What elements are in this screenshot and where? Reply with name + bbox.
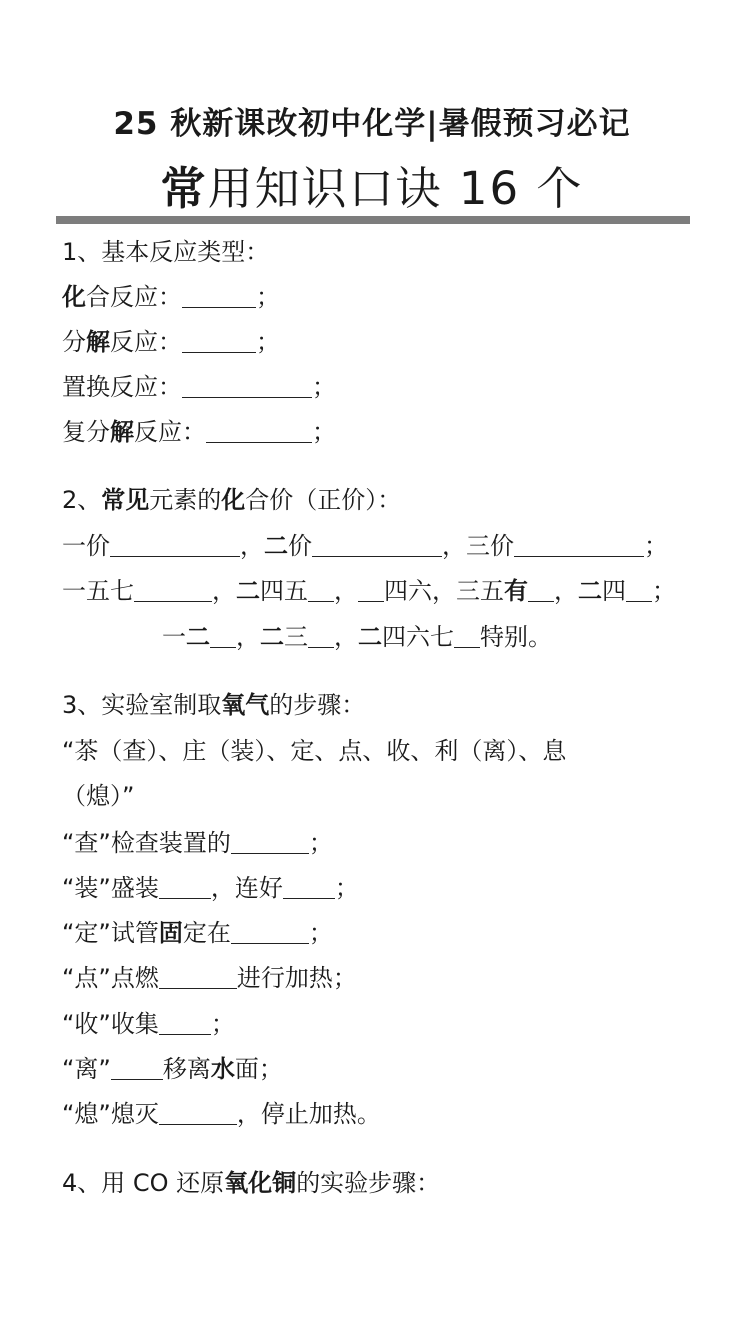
fill-blank [206, 420, 312, 443]
fill-blank [231, 921, 309, 944]
s2-line-3: 一二 ，二三 ，二四六七 特别。 [162, 623, 552, 651]
fill-blank [110, 534, 240, 557]
header-divider [56, 216, 690, 224]
fill-blank [358, 579, 384, 602]
fill-blank [159, 1012, 211, 1035]
s3-mnemonic-line-1: “茶（查）、庄（装）、定、点、收、利（离）、息 [62, 737, 567, 765]
fill-blank [231, 831, 309, 854]
fill-blank [159, 1102, 237, 1125]
fill-blank [210, 625, 236, 648]
section-4-heading: 4、用 CO 还原氧化铜的实验步骤： [62, 1169, 441, 1197]
section-3-heading: 3、实验室制取氧气的步骤： [62, 691, 366, 719]
fill-blank [182, 330, 256, 353]
title-line-1: 25 秋新课改初中化学|暑假预习必记 [113, 106, 631, 142]
fill-blank [514, 534, 644, 557]
title-line-2: 常用知识口诀 16 个 [160, 162, 584, 215]
s3-mnemonic-line-2: （熄）” [62, 782, 135, 810]
s1-line-4: 复分解反应： ； [62, 418, 336, 446]
fill-blank [159, 876, 211, 899]
fill-blank [308, 625, 334, 648]
section-2-heading: 2、常见元素的化合价（正价）： [62, 486, 402, 514]
s3-step-fix: “定”试管固定在 ； [62, 919, 333, 947]
fill-blank [308, 579, 334, 602]
s3-step-ignite: “点”点燃 进行加热； [62, 964, 357, 992]
fill-blank [182, 285, 256, 308]
fill-blank [454, 625, 480, 648]
s2-line-1: 一价 ，二价 ，三价 ； [62, 532, 668, 560]
s1-line-1: 化合反应： ； [62, 283, 280, 311]
s3-step-remove: “离” 移离水面； [62, 1055, 283, 1083]
section-1-heading: 1、基本反应类型： [62, 238, 270, 266]
s3-step-load: “装”盛装 ，连好 ； [62, 874, 359, 902]
fill-blank [626, 579, 652, 602]
fill-blank [182, 375, 312, 398]
s2-line-2: 一五七 ，二四五 ， 四六，三五有 ，二四 ； [62, 577, 676, 605]
s3-step-collect: “收”收集 ； [62, 1010, 235, 1038]
fill-blank [134, 579, 212, 602]
s3-step-extinguish: “熄”熄灭 ，停止加热。 [62, 1100, 381, 1128]
fill-blank [159, 966, 237, 989]
fill-blank [111, 1057, 163, 1080]
fill-blank [283, 876, 335, 899]
s1-line-3: 置换反应： ； [62, 373, 336, 401]
s3-step-check: “查”检查装置的 ； [62, 829, 333, 857]
fill-blank [312, 534, 442, 557]
fill-blank [528, 579, 554, 602]
s1-line-2: 分解反应： ； [62, 328, 280, 356]
